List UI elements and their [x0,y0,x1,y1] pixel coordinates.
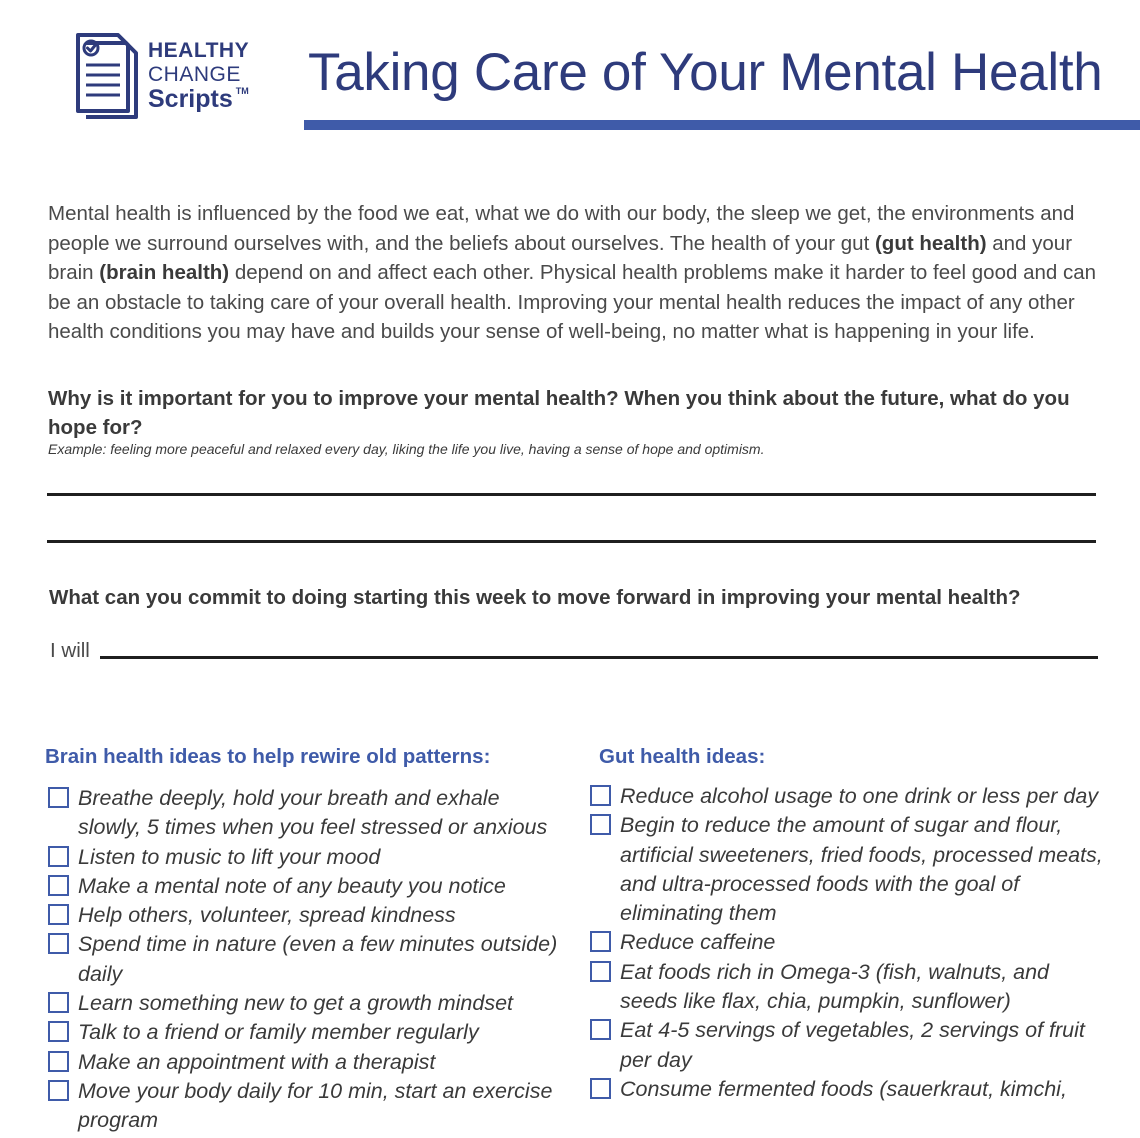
title-underline-bar [304,120,1140,130]
checkbox[interactable] [48,904,69,925]
brain-health-list [48,784,568,1136]
answer-line-1[interactable] [47,493,1096,496]
list-item: Learn something new to get a growth mindset [48,989,568,1018]
gut-health-list [590,782,1105,1104]
checkbox[interactable] [590,785,611,806]
list-item: Reduce caffeine [590,928,1105,957]
checkbox[interactable] [48,846,69,867]
checkbox[interactable] [590,814,611,835]
checkbox[interactable] [590,931,611,952]
list-item: Make an appointment with a therapist [48,1048,568,1077]
checkbox[interactable] [48,787,69,808]
logo-wordmark-scripts: Scripts [148,85,233,113]
brain-health-heading: Brain health ideas to help rewire old patterns: [45,745,491,768]
gut-health-heading: Gut health ideas: [599,745,766,768]
example-hint: Example: feeling more peaceful and relaxed every day, liking the life you live, having a sense of hope and optimism. [48,441,765,457]
list-item: Listen to music to lift your mood [48,843,568,872]
healthy-change-scripts-logo [74,31,264,126]
checkbox[interactable] [48,1021,69,1042]
question-why-important: Why is it important for you to improve your mental health? When you think about the future, what do you hope for? [48,387,1070,439]
question-commitment: What can you commit to doing starting this week to move forward in improving your mental health? [49,586,1021,609]
checkbox[interactable] [48,1051,69,1072]
list-item: Begin to reduce the amount of sugar and flour, artificial sweeteners, fried foods, processed meats, and ultra-processed foods with the goal of eliminating them [590,811,1105,928]
logo-wordmark-healthy: HEALTHY [148,39,250,62]
list-item: Talk to a friend or family member regularly [48,1018,568,1047]
checkbox[interactable] [590,1019,611,1040]
logo-wordmark-change: CHANGE [148,63,241,86]
list-item: Reduce alcohol usage to one drink or less per day [590,782,1105,811]
list-item: Move your body daily for 10 min, start an exercise program [48,1077,568,1136]
checkbox[interactable] [48,1080,69,1101]
checkbox[interactable] [48,992,69,1013]
checkbox[interactable] [590,961,611,982]
list-item: Make a mental note of any beauty you notice [48,872,568,901]
checkbox[interactable] [590,1078,611,1099]
list-item: Breathe deeply, hold your breath and exhale slowly, 5 times when you feel stressed or anxious [48,784,568,843]
i-will-answer-line[interactable] [100,656,1098,659]
checkbox[interactable] [48,875,69,896]
list-item: Eat foods rich in Omega-3 (fish, walnuts, and seeds like flax, chia, pumpkin, sunflower) [590,958,1105,1017]
intro-paragraph: Mental health is influenced by the food we eat, what we do with our body, the sleep we get, the environments and people we surround ourselves with, and the beliefs about ourselves. The health of your gut (gut health) and your brain (brain health) depend on and affect each other. Physical health problems make it harder to feel good and can be an obstacle to taking care of your overall health. Improving your mental health reduces the impact of any other health conditions you may have and builds your sense of well-being, no matter what is happening in your life. [48,202,1097,343]
list-item: Eat 4-5 servings of vegetables, 2 servings of fruit per day [590,1016,1105,1075]
gut-health-term: (gut health) [874,231,987,255]
checklist-document-icon [74,31,142,119]
list-item: Help others, volunteer, spread kindness [48,901,568,930]
brain-health-term: (brain health) [99,261,230,284]
answer-line-2[interactable] [47,540,1096,543]
trademark-symbol: TM [235,86,249,96]
list-item: Consume fermented foods (sauerkraut, kimchi, [590,1075,1105,1104]
checkbox[interactable] [48,933,69,954]
i-will-label: I will [50,639,90,662]
page-title: Taking Care of Your Mental Health [308,43,1103,102]
list-item: Spend time in nature (even a few minutes outside) daily [48,930,568,989]
